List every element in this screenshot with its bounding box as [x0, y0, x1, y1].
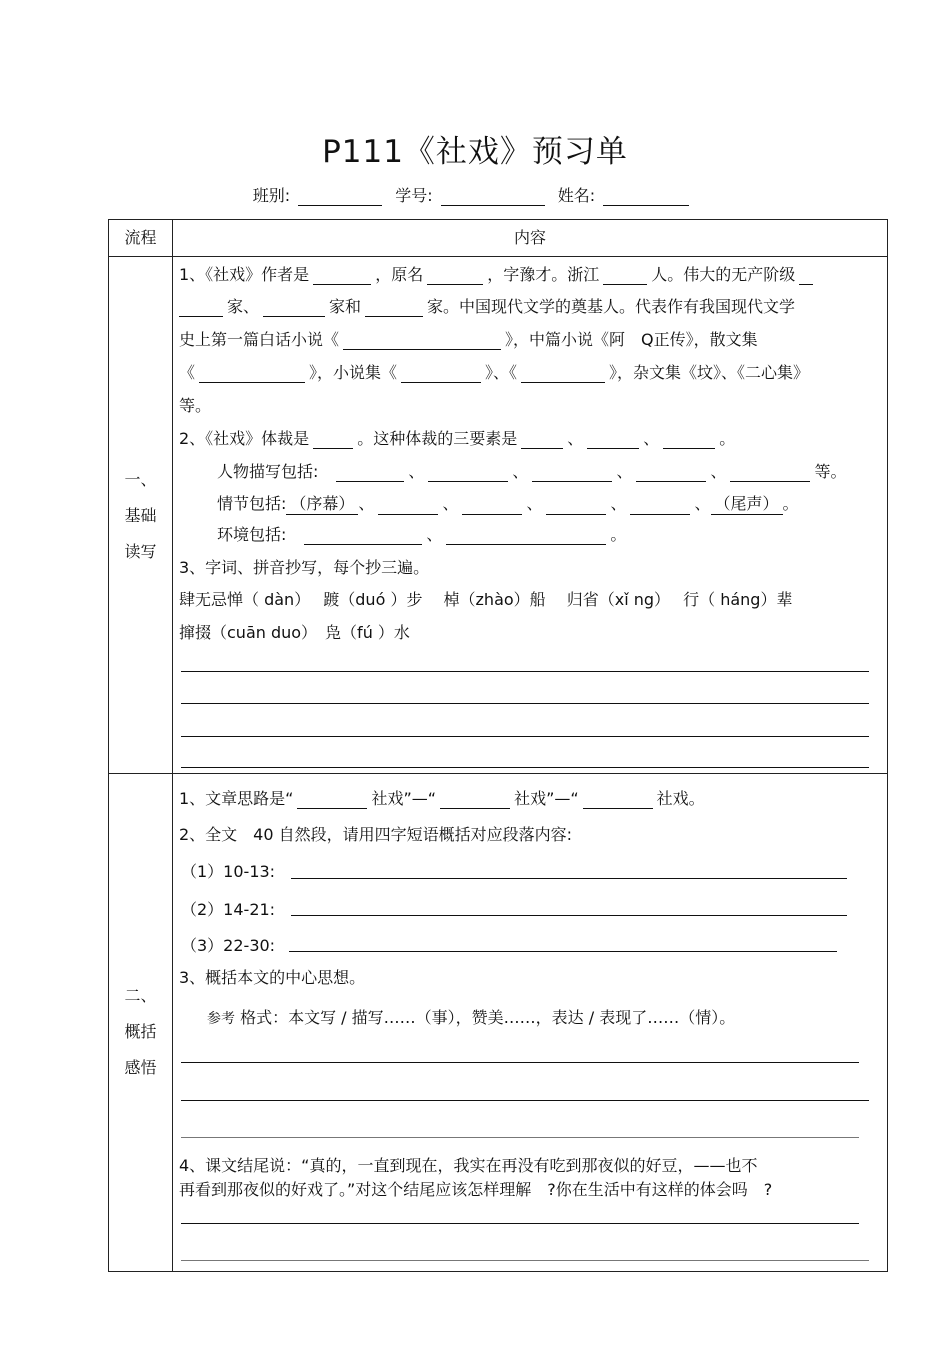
text: 。	[719, 429, 736, 448]
blank-char-1[interactable]	[336, 464, 404, 482]
s2-q4-line-2[interactable]	[181, 1260, 869, 1261]
class-label: 班别:	[252, 186, 291, 205]
s1-q2-plot-line	[217, 491, 799, 515]
writing-line-2[interactable]	[181, 703, 869, 704]
sep: 、	[710, 462, 727, 481]
stage-label-1	[109, 462, 172, 570]
text: ，原名	[375, 265, 424, 284]
text: 史上第一篇白话小说《	[179, 330, 340, 349]
blank-idea-1[interactable]	[297, 791, 367, 809]
stage-1-line2: 读写	[124, 542, 157, 561]
blank-idea-2[interactable]	[440, 791, 510, 809]
text: 社戏”—“	[514, 789, 579, 808]
name-label: 姓名:	[557, 186, 596, 205]
s2-q3-format	[207, 1005, 735, 1028]
s1-q3-words-line2: 撺掇（cuān duo） 凫（fú ）水	[179, 623, 410, 642]
text: 人物描写包括:	[217, 462, 319, 481]
student-id-blank[interactable]	[441, 189, 545, 206]
sep: 、	[358, 494, 375, 513]
blank-first-novel[interactable]	[343, 332, 501, 350]
column-header-content: 内容	[513, 228, 546, 247]
blank-role-3[interactable]	[365, 299, 423, 317]
s2-q4-line-1[interactable]	[181, 1223, 859, 1224]
s1-q2-line1	[179, 426, 735, 449]
text: 社戏。	[656, 789, 705, 808]
stage-1-line1: 基础	[124, 506, 157, 525]
blank-original-name[interactable]	[427, 267, 483, 285]
blank-element-1[interactable]	[521, 431, 563, 449]
s2-q2-row1-line[interactable]	[291, 878, 847, 879]
text: 家、	[227, 297, 260, 316]
class-blank[interactable]	[298, 189, 382, 206]
text: 》、《	[485, 363, 518, 382]
stage-2-number: 二、	[124, 986, 157, 1005]
text: 》，中篇小说《阿 Q正传》，散文集	[505, 330, 758, 349]
writing-line-1[interactable]	[181, 671, 869, 672]
s2-q4-line1: 4、课文结尾说：“真的，一直到现在，我实在再没有吃到那夜似的好豆，——也不	[179, 1156, 758, 1175]
s2-q2-row2-label: （2）14-21:	[181, 900, 276, 919]
blank-role-1b[interactable]	[179, 299, 223, 317]
s2-q2-row2-line[interactable]	[291, 915, 847, 916]
text: 。这种体裁的三要素是	[357, 429, 518, 448]
blank-role-1a[interactable]	[799, 267, 813, 285]
blank-hometown[interactable]	[603, 267, 647, 285]
stage-label-2	[109, 978, 172, 1086]
blank-env-1[interactable]	[304, 527, 422, 545]
student-info	[0, 183, 950, 206]
blank-char-2[interactable]	[428, 464, 508, 482]
s1-q1-line3	[179, 327, 758, 350]
sep: 、	[616, 462, 633, 481]
sep: 、	[643, 429, 660, 448]
blank-novel-collection-1[interactable]	[401, 365, 481, 383]
text: 1、文章思路是“	[179, 789, 294, 808]
s1-q3-words-line1: 肆无忌惮（ dàn） 踱（duó ）步 棹（zhào）船 归省（xǐ ng） 行（ háng）辈	[179, 590, 793, 609]
blank-plot-1[interactable]	[378, 497, 438, 515]
format-text: 格式：本文写 / 描写……（事），赞美……，表达 / 表现了……（情）。	[240, 1008, 736, 1027]
blank-plot-4[interactable]	[630, 497, 690, 515]
blank-genre[interactable]	[313, 431, 353, 449]
stage-2-line1: 概括	[124, 1022, 157, 1041]
sep: 、	[610, 494, 627, 513]
s1-q2-character-line	[217, 459, 846, 482]
sep: 、	[567, 429, 584, 448]
blank-plot-3[interactable]	[546, 497, 606, 515]
header-divider	[109, 256, 887, 257]
s1-q3-prompt: 3、字词、拼音抄写，每个抄三遍。	[179, 558, 430, 577]
text: 2、《社戏》体裁是	[179, 429, 310, 448]
blank-prose-collection[interactable]	[199, 365, 305, 383]
s2-q1-line	[179, 786, 705, 809]
writing-line-4[interactable]	[181, 767, 869, 768]
text: 等。	[814, 462, 847, 481]
text: 社戏”—“	[371, 789, 437, 808]
stage-2-line2: 感悟	[124, 1058, 157, 1077]
blank-env-2[interactable]	[446, 527, 606, 545]
s1-q1-line5: 等。	[179, 396, 212, 415]
s2-q2-prompt: 2、全文 40 自然段，请用四字短语概括对应段落内容:	[179, 825, 573, 844]
s1-q1-line1	[179, 262, 817, 285]
sep: 、	[442, 494, 459, 513]
sep: 、	[526, 494, 543, 513]
s1-q1-line2	[179, 294, 795, 317]
text: 家和	[329, 297, 362, 316]
plot-epilogue: （尾声）	[711, 491, 783, 515]
name-blank[interactable]	[603, 189, 689, 206]
worksheet-table	[108, 219, 888, 1272]
text: 《	[179, 363, 196, 382]
text: 环境包括:	[217, 525, 287, 544]
writing-line-3[interactable]	[181, 736, 869, 737]
s1-q2-environment-line	[217, 522, 626, 545]
text: 》，杂文集《坟》、《二心集》	[609, 363, 810, 382]
s2-q4-line2: 再看到那夜似的好戏了。”对这个结尾应该怎样理解 ?你在生活中有这样的体会吗 ?	[179, 1180, 773, 1199]
s2-q3-line-1[interactable]	[181, 1062, 859, 1063]
s2-q3-line-2[interactable]	[181, 1100, 869, 1101]
s2-q3-line-3[interactable]	[181, 1137, 859, 1138]
s2-q3-prompt: 3、概括本文的中心思想。	[179, 968, 366, 987]
plot-prologue: （序幕）	[286, 491, 358, 515]
s1-q1-line4	[179, 360, 809, 383]
blank-char-4[interactable]	[636, 464, 706, 482]
s2-q2-row1-label: （1）10-13:	[181, 862, 276, 881]
text: 。	[610, 525, 627, 544]
s2-q2-row3-line[interactable]	[289, 951, 837, 952]
blank-plot-2[interactable]	[462, 497, 522, 515]
sep: 、	[512, 462, 529, 481]
text: 情节包括:	[217, 494, 287, 513]
text: 1、《社戏》作者是	[179, 265, 310, 284]
reference-label: 参考	[207, 1011, 235, 1027]
blank-author[interactable]	[313, 267, 371, 285]
text: ，字豫才。浙江	[487, 265, 600, 284]
text: 。	[782, 494, 799, 513]
text: 人。伟大的无产阶级	[651, 265, 796, 284]
text: 家。中国现代文学的奠基人。代表作有我国现代文学	[427, 297, 796, 316]
blank-element-3[interactable]	[663, 431, 715, 449]
blank-novel-collection-2[interactable]	[521, 365, 605, 383]
blank-element-2[interactable]	[587, 431, 639, 449]
blank-idea-3[interactable]	[583, 791, 653, 809]
sep: 、	[694, 494, 711, 513]
text: 》，小说集《	[309, 363, 398, 382]
stage-1-number: 一、	[124, 470, 157, 489]
sep: 、	[408, 462, 425, 481]
sep: 、	[426, 525, 443, 544]
column-header-process: 流程	[124, 228, 157, 247]
student-id-label: 学号:	[395, 186, 433, 205]
blank-char-3[interactable]	[532, 464, 612, 482]
blank-role-2[interactable]	[263, 299, 325, 317]
page-title: P111《社戏》预习单	[322, 134, 628, 170]
s2-q2-row3-label: （3）22-30:	[181, 936, 276, 955]
section-divider	[109, 773, 887, 774]
blank-char-5[interactable]	[730, 464, 810, 482]
column-divider	[172, 220, 173, 1271]
